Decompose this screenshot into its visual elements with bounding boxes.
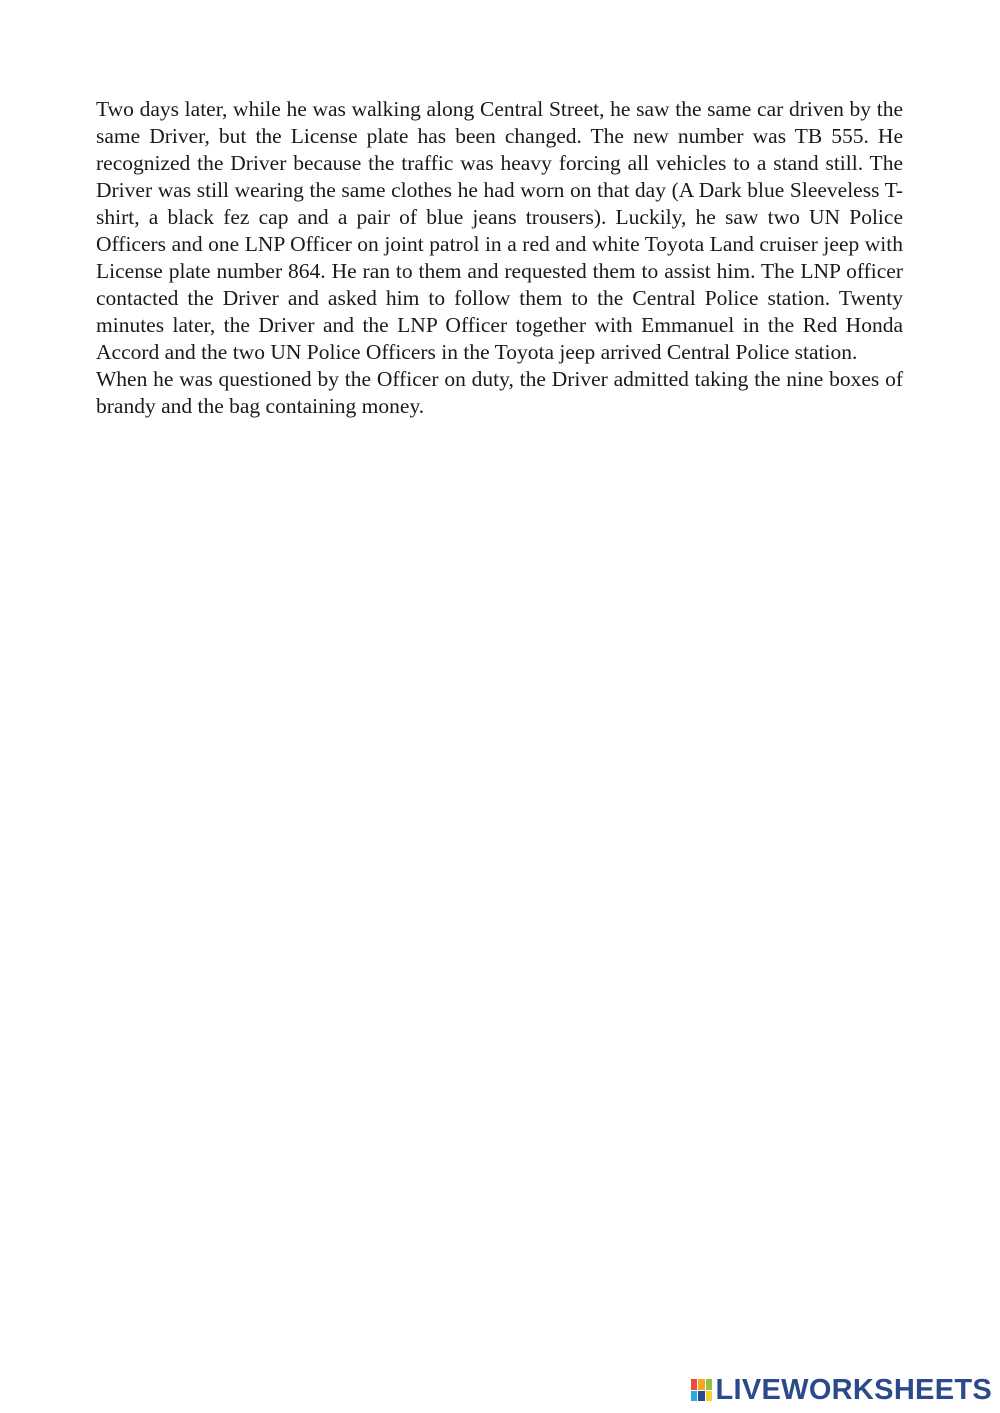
- liveworksheets-watermark: [691, 1375, 993, 1405]
- logo-cell: [706, 1379, 713, 1390]
- logo-cell: [706, 1391, 713, 1402]
- document-body: [96, 96, 903, 420]
- liveworksheets-logo-icon: [691, 1379, 713, 1401]
- paragraph-admission: When he was questioned by the Officer on duty, the Driver admitted taking the nine boxes of brandy and the bag containing money.: [96, 367, 903, 418]
- paragraph-story: Two days later, while he was walking along Central Street, he saw the same car driven by the same Driver, but the License plate has been changed. The new number was TB 555. He recognized the Driver because the traffic was heavy forcing all vehicles to a stand still. The Driver was still wearing the same clothes he had worn on that day (A Dark blue Sleeveless T-shirt, a black fez cap and a pair of blue jeans trousers). Luckily, he saw two UN Police Officers and one LNP Officer on joint patrol in a red and white Toyota Land cruiser jeep with License plate number 864. He ran to them and requested them to assist him. The LNP officer contacted the Driver and asked him to follow them to the Central Police station. Twenty minutes later, the Driver and the LNP Officer together with Emmanuel in the Red Honda Accord and the two UN Police Officers in the Toyota jeep arrived Central Police station.: [96, 97, 903, 364]
- logo-cell: [698, 1391, 705, 1402]
- logo-cell: [691, 1391, 698, 1402]
- logo-cell: [691, 1379, 698, 1390]
- watermark-text: LIVEWORKSHEETS: [715, 1374, 992, 1406]
- logo-cell: [698, 1379, 705, 1390]
